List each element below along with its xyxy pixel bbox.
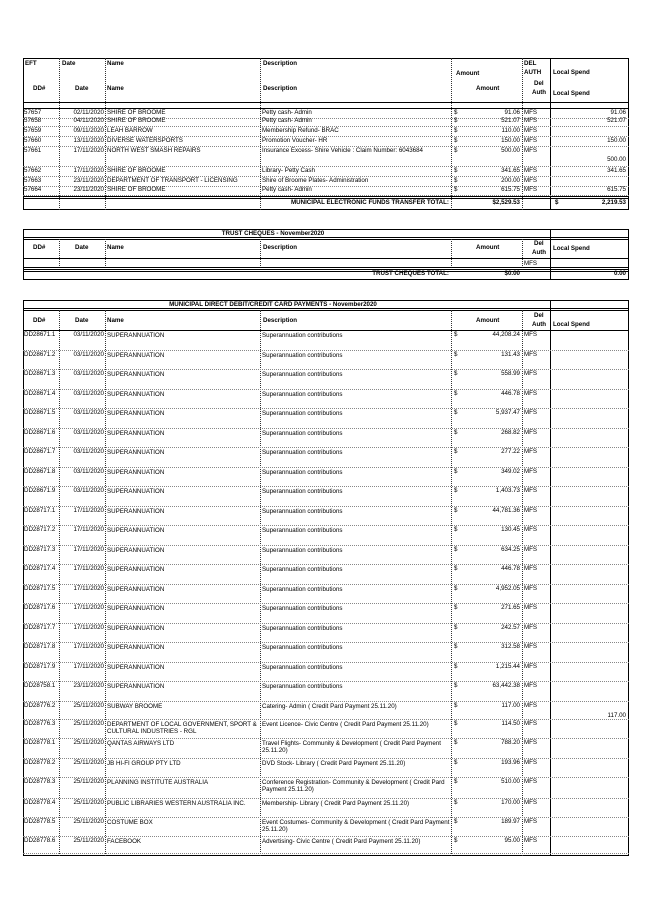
trust-col-local: Local Spend — [553, 245, 590, 252]
trust-total-label: TRUST CHEQUES TOTAL: — [372, 270, 449, 277]
eft-description: Petty cash- Admin — [262, 109, 312, 116]
eft-local-currency: $ — [555, 199, 559, 206]
direct-date: 03/11/2020 — [73, 467, 104, 475]
direct-description: Superannuation contributions — [262, 390, 343, 398]
direct-id: DD28778.1 — [24, 739, 56, 746]
eft-auth: MFS — [524, 109, 538, 116]
eft-total-amount: $2,529.53 — [492, 199, 520, 206]
eft-id: 57664 — [24, 186, 42, 193]
direct-currency: $ — [454, 526, 458, 533]
direct-description: DVD Stock- Library ( Credit Pard Payment 25.11.20) — [262, 760, 406, 767]
direct-currency: $ — [454, 702, 458, 709]
direct-amount: 193.96 — [501, 759, 520, 766]
eft-local-spend: 615.75 — [607, 186, 626, 193]
direct-currency: $ — [454, 448, 458, 455]
direct-currency: $ — [454, 331, 458, 338]
direct-id: DD28671.8 — [24, 467, 56, 475]
trust-total-amount: $0.00 — [504, 270, 520, 277]
direct-id: DD28717.6 — [24, 604, 56, 611]
eft-amount: 91.06 — [504, 109, 520, 116]
direct-description: Superannuation contributions — [262, 663, 343, 671]
direct-auth: MFS — [524, 370, 538, 377]
direct-id: DD28671.5 — [24, 409, 56, 416]
direct-description: Superannuation contributions — [262, 429, 343, 437]
direct-date: 03/11/2020 — [73, 389, 104, 397]
direct-auth: MFS — [524, 350, 538, 358]
direct-name: SUPERANNUATION — [107, 663, 165, 671]
direct-date: 17/11/2020 — [73, 623, 104, 631]
eft-name: DIVERSE WATERSPORTS — [107, 137, 183, 144]
direct-amount: 446.78 — [501, 389, 520, 397]
eft-currency: $ — [454, 147, 458, 154]
direct-amount: 131.43 — [501, 350, 520, 358]
direct-id: DD28717.4 — [24, 565, 56, 572]
eft-auth: MFS — [524, 167, 538, 174]
direct-description: Superannuation contributions — [262, 410, 343, 417]
eft-id: 57663 — [24, 177, 42, 184]
eft-description: Shire of Broome Plates- Administration — [262, 177, 369, 184]
direct-amount: 95.00 — [504, 837, 520, 844]
direct-amount: 1,215.44 — [495, 662, 520, 670]
direct-amount: 277.22 — [501, 448, 520, 455]
direct-currency: $ — [454, 409, 458, 416]
direct-currency: $ — [454, 623, 458, 631]
eft-sub-auth: Auth — [532, 89, 547, 96]
eft-amount: 110.00 — [501, 127, 520, 134]
direct-auth: MFS — [524, 662, 538, 670]
eft-description: Petty cash- Admin — [262, 117, 312, 124]
direct-amount: 558.99 — [501, 370, 520, 377]
eft-name: SHIRE OF BROOME — [107, 109, 166, 116]
direct-auth: MFS — [524, 720, 538, 727]
direct-col-date: Date — [75, 317, 89, 324]
eft-date: 23/11/2020 — [73, 186, 104, 193]
direct-auth: MFS — [524, 778, 538, 785]
direct-currency: $ — [454, 487, 458, 494]
direct-currency: $ — [454, 778, 458, 785]
trust-col-name: Name — [107, 244, 124, 251]
eft-date: 13/11/2020 — [73, 137, 104, 144]
direct-id: DD28671.1 — [24, 331, 56, 338]
direct-name: PUBLIC LIBRARIES WESTERN AUSTRALIA INC. — [107, 800, 246, 807]
eft-sub-description: Description — [263, 85, 298, 92]
eft-local-spend: 521.07 — [607, 117, 626, 124]
eft-currency: $ — [454, 117, 458, 124]
direct-currency: $ — [454, 370, 458, 377]
direct-date: 03/11/2020 — [73, 448, 104, 455]
direct-name: SUPERANNUATION — [107, 605, 165, 612]
direct-amount: 189.97 — [501, 818, 520, 825]
eft-col-amount: Amount — [456, 70, 480, 77]
direct-date: 25/11/2020 — [73, 818, 104, 825]
direct-currency: $ — [454, 565, 458, 572]
direct-name: COSTUME BOX — [107, 819, 153, 826]
eft-currency: $ — [454, 109, 458, 116]
eft-date: 17/11/2020 — [73, 167, 104, 174]
direct-date: 25/11/2020 — [73, 720, 104, 727]
direct-date: 25/11/2020 — [73, 837, 104, 844]
direct-auth: MFS — [524, 702, 538, 709]
eft-currency: $ — [454, 137, 458, 144]
direct-name: FACEBOOK — [107, 838, 142, 845]
direct-date: 03/11/2020 — [73, 331, 104, 338]
direct-amount: 349.02 — [501, 467, 520, 475]
direct-date: 25/11/2020 — [73, 759, 104, 766]
direct-auth: MFS — [524, 467, 538, 475]
direct-id: DD28778.6 — [24, 837, 56, 844]
trust-title: TRUST CHEQUES - November2020 — [221, 230, 325, 237]
direct-description: Superannuation contributions — [262, 683, 343, 690]
direct-name: SUPERANNUATION — [107, 644, 165, 651]
eft-auth: MFS — [524, 127, 538, 134]
direct-currency: $ — [454, 643, 458, 650]
direct-description: Superannuation contributions — [262, 332, 343, 339]
eft-local-spend: 150.00 — [607, 137, 626, 144]
direct-date: 17/11/2020 — [73, 604, 104, 611]
direct-description: Superannuation contributions — [262, 351, 343, 359]
direct-auth: MFS — [524, 506, 538, 514]
direct-description: Catering- Admin ( Credit Pard Payment 25.11.20) — [262, 703, 397, 710]
eft-date: 09/11/2020 — [73, 127, 104, 134]
eft-col-auth: AUTH — [524, 69, 542, 76]
direct-debit-table — [23, 300, 629, 856]
direct-date: 17/11/2020 — [73, 526, 104, 533]
direct-amount: 5,937.47 — [495, 409, 520, 416]
eft-col-description: Description — [263, 60, 298, 67]
direct-id: DD28717.3 — [24, 545, 56, 553]
direct-name: DEPARTMENT OF LOCAL GOVERNMENT, SPORT & CULTURAL INDUSTRIES - RGL — [107, 721, 257, 736]
direct-currency: $ — [454, 720, 458, 727]
direct-name: SUPERANNUATION — [107, 546, 165, 554]
direct-auth: MFS — [524, 526, 538, 533]
eft-date: 02/11/2020 — [73, 109, 104, 116]
eft-name: NORTH WEST SMASH REPAIRS — [107, 147, 201, 154]
eft-description: Petty cash- Admin — [262, 186, 312, 193]
eft-auth: MFS — [524, 117, 538, 124]
direct-description: Superannuation contributions — [262, 546, 343, 554]
direct-auth: MFS — [524, 818, 538, 825]
eft-id: 57661 — [24, 147, 42, 154]
direct-amount: 4,952.05 — [495, 584, 520, 592]
direct-name: SUPERANNUATION — [107, 429, 165, 437]
direct-description: Superannuation contributions — [262, 585, 343, 593]
direct-description: Superannuation contributions — [262, 566, 343, 573]
direct-local-spend: 117.00 — [607, 712, 626, 719]
direct-title: MUNICIPAL DIRECT DEBIT/CREDIT CARD PAYMENTS - November2020 — [169, 301, 377, 308]
direct-id: DD28776.2 — [24, 702, 56, 709]
direct-date: 03/11/2020 — [73, 487, 104, 494]
direct-name: SUPERANNUATION — [107, 624, 165, 632]
eft-description: Insurance Excess- Shire Vehicle : Claim Number: 6043684 — [262, 147, 423, 154]
direct-id: DD28778.5 — [24, 818, 56, 825]
direct-name: SUPERANNUATION — [107, 585, 165, 593]
direct-auth: MFS — [524, 428, 538, 436]
direct-name: SUPERANNUATION — [107, 449, 165, 456]
eft-sub-date: Date — [75, 85, 89, 92]
direct-col-auth: Auth — [532, 321, 547, 328]
direct-description: Membership- Library ( Credit Pard Payment 25.11.20) — [262, 800, 410, 807]
eft-currency: $ — [454, 177, 458, 184]
direct-date: 25/11/2020 — [73, 702, 104, 709]
eft-date: 17/11/2020 — [73, 147, 104, 154]
direct-amount: 634.25 — [501, 545, 520, 553]
direct-currency: $ — [454, 584, 458, 592]
direct-currency: $ — [454, 350, 458, 358]
direct-auth: MFS — [524, 623, 538, 631]
eft-local-total: 2,219.53 — [601, 199, 626, 206]
direct-amount: 1,403.73 — [495, 487, 520, 494]
direct-auth: MFS — [524, 331, 538, 338]
direct-description: Advertising- Civic Centre ( Credit Pard Payment 25.11.20) — [262, 838, 421, 845]
direct-amount: 271.65 — [501, 604, 520, 611]
direct-date: 03/11/2020 — [73, 428, 104, 436]
eft-col-local: Local Spend — [553, 69, 590, 76]
direct-id: DD28758.1 — [24, 682, 56, 689]
eft-local-spend: 500.00 — [607, 156, 626, 163]
direct-description: Superannuation contributions — [262, 488, 343, 495]
direct-name: SUBWAY BROOME — [107, 703, 163, 710]
direct-currency: $ — [454, 739, 458, 746]
trust-row-auth: MFS — [524, 260, 538, 267]
eft-name: SHIRE OF BROOME — [107, 167, 166, 174]
direct-col-amount: Amount — [476, 317, 500, 324]
direct-id: DD28717.5 — [24, 584, 56, 592]
eft-sub-del: Del — [534, 80, 544, 87]
direct-amount: 44,208.24 — [492, 331, 520, 338]
trust-col-date: Date — [75, 244, 89, 251]
eft-currency: $ — [454, 186, 458, 193]
eft-description: Membership Refund- BRAC — [262, 127, 339, 134]
direct-currency: $ — [454, 799, 458, 806]
direct-name: PLANNING INSTITUTE AUSTRALIA — [107, 779, 209, 786]
direct-col-del: Del — [534, 312, 544, 319]
direct-id: DD28776.3 — [24, 720, 56, 727]
direct-id: DD28778.3 — [24, 778, 56, 785]
direct-name: SUPERANNUATION — [107, 566, 165, 573]
direct-description: Superannuation contributions — [262, 507, 343, 515]
direct-amount: 312.58 — [501, 643, 520, 650]
direct-date: 17/11/2020 — [73, 545, 104, 553]
direct-amount: 446.78 — [501, 565, 520, 572]
eft-col-date: Date — [62, 60, 76, 67]
eft-local-spend: 91.06 — [610, 109, 626, 116]
eft-sub-amount: Amount — [476, 85, 500, 92]
direct-currency: $ — [454, 837, 458, 844]
eft-name: SHIRE OF BROOME — [107, 117, 166, 124]
direct-auth: MFS — [524, 682, 538, 689]
direct-currency: $ — [454, 467, 458, 475]
direct-id: DD28671.4 — [24, 389, 56, 397]
eft-auth: MFS — [524, 177, 538, 184]
direct-id: DD28778.2 — [24, 759, 56, 766]
eft-id: 57662 — [24, 167, 42, 174]
direct-amount: 130.45 — [501, 526, 520, 533]
direct-amount: 117.00 — [501, 702, 520, 709]
direct-id: DD28671.2 — [24, 350, 56, 358]
eft-id: 57660 — [24, 137, 42, 144]
direct-amount: 114.50 — [501, 720, 520, 727]
eft-auth: MFS — [524, 186, 538, 193]
eft-col-eft: EFT — [25, 60, 37, 67]
direct-date: 17/11/2020 — [73, 662, 104, 670]
direct-date: 03/11/2020 — [73, 370, 104, 377]
direct-amount: 788.20 — [501, 739, 520, 746]
eft-sub-dd: DD# — [33, 85, 46, 92]
direct-auth: MFS — [524, 799, 538, 806]
direct-amount: 510.00 — [501, 778, 520, 785]
direct-description: Event Costumes- Community & Development ( Credit Pard Payment 25.11.20) — [262, 819, 450, 834]
direct-date: 03/11/2020 — [73, 350, 104, 358]
eft-row — [23, 147, 629, 163]
direct-col-name: Name — [107, 317, 124, 324]
direct-currency: $ — [454, 506, 458, 514]
direct-auth: MFS — [524, 389, 538, 397]
eft-amount: 200.00 — [501, 177, 520, 184]
eft-total-label: MUNICIPAL ELECTRONIC FUNDS TRANSFER TOTAL: — [290, 199, 449, 206]
eft-currency: $ — [454, 127, 458, 134]
eft-date: 04/11/2020 — [73, 117, 104, 124]
direct-auth: MFS — [524, 409, 538, 416]
direct-date: 17/11/2020 — [73, 584, 104, 592]
direct-description: Superannuation contributions — [262, 371, 343, 378]
direct-description: Superannuation contributions — [262, 624, 343, 632]
direct-auth: MFS — [524, 565, 538, 572]
direct-name: QANTAS AIRWAYS LTD — [107, 740, 175, 747]
direct-auth: MFS — [524, 487, 538, 494]
eft-sub-name: Name — [107, 85, 124, 92]
direct-currency: $ — [454, 428, 458, 436]
direct-id: DD28717.7 — [24, 623, 56, 631]
eft-local-spend: 341.65 — [607, 167, 626, 174]
direct-name: SUPERANNUATION — [107, 371, 165, 378]
trust-col-dd: DD# — [33, 244, 46, 251]
direct-amount: 44,781.36 — [492, 506, 520, 514]
eft-auth: MFS — [524, 147, 538, 154]
direct-name: SUPERANNUATION — [107, 390, 165, 398]
direct-id: DD28778.4 — [24, 799, 56, 806]
eft-currency: $ — [454, 167, 458, 174]
direct-auth: MFS — [524, 604, 538, 611]
eft-id: 57659 — [24, 127, 42, 134]
eft-table — [23, 58, 629, 210]
direct-col-local: Local Spend — [553, 321, 590, 328]
eft-id: 57658 — [24, 117, 42, 124]
eft-date: 23/11/2020 — [73, 177, 104, 184]
trust-table — [23, 229, 629, 280]
direct-description: Event Licence- Civic Centre ( Credit Pard Payment 25.11.20) — [262, 721, 429, 728]
direct-auth: MFS — [524, 759, 538, 766]
direct-auth: MFS — [524, 643, 538, 650]
direct-description: Superannuation contributions — [262, 449, 343, 456]
direct-currency: $ — [454, 389, 458, 397]
eft-description: Promotion Voucher- HR — [262, 137, 328, 144]
direct-auth: MFS — [524, 545, 538, 553]
direct-name: JB HI-FI GROUP PTY LTD — [107, 760, 181, 767]
direct-auth: MFS — [524, 837, 538, 844]
direct-currency: $ — [454, 682, 458, 689]
eft-amount: 521.07 — [501, 117, 520, 124]
direct-auth: MFS — [524, 739, 538, 746]
direct-description: Travel Flights- Community & Development ( Credit Pard Payment 25.11.20) — [262, 740, 441, 755]
direct-date: 17/11/2020 — [73, 506, 104, 514]
direct-id: DD28671.6 — [24, 428, 56, 436]
eft-sub-local: Local Spend — [553, 90, 590, 97]
direct-date: 25/11/2020 — [73, 739, 104, 746]
direct-name: SUPERANNUATION — [107, 488, 165, 495]
direct-date: 03/11/2020 — [73, 409, 104, 416]
direct-description: Superannuation contributions — [262, 644, 343, 651]
direct-name: SUPERANNUATION — [107, 468, 165, 476]
direct-name: SUPERANNUATION — [107, 351, 165, 359]
eft-description: Library- Petty Cash — [262, 167, 315, 174]
direct-date: 23/11/2020 — [73, 682, 104, 689]
direct-currency: $ — [454, 818, 458, 825]
direct-auth: MFS — [524, 584, 538, 592]
trust-col-auth: Auth — [532, 249, 547, 256]
direct-description: Superannuation contributions — [262, 468, 343, 476]
eft-amount: 150.00 — [501, 137, 520, 144]
direct-auth: MFS — [524, 448, 538, 455]
eft-col-name: Name — [107, 60, 124, 67]
direct-id: DD28717.2 — [24, 526, 56, 533]
direct-amount: 63,442.38 — [492, 682, 520, 689]
direct-amount: 242.57 — [501, 623, 520, 631]
direct-currency: $ — [454, 545, 458, 553]
direct-description: Superannuation contributions — [262, 527, 343, 534]
eft-id: 57657 — [24, 109, 42, 116]
direct-currency: $ — [454, 759, 458, 766]
eft-amount: 615.75 — [501, 186, 520, 193]
direct-name: SUPERANNUATION — [107, 410, 165, 417]
direct-name: SUPERANNUATION — [107, 332, 165, 339]
direct-amount: 170.00 — [501, 799, 520, 806]
direct-id: DD28671.9 — [24, 487, 56, 494]
eft-amount: 341.65 — [501, 167, 520, 174]
direct-name: SUPERANNUATION — [107, 683, 165, 690]
direct-col-dd: DD# — [33, 317, 46, 324]
eft-name: LEAH BARROW — [107, 127, 153, 134]
direct-date: 25/11/2020 — [73, 799, 104, 806]
eft-name: SHIRE OF BROOME — [107, 186, 166, 193]
direct-name: SUPERANNUATION — [107, 507, 165, 515]
trust-col-amount: Amount — [476, 244, 500, 251]
direct-description: Conference Registration- Community & Development ( Credit Pard Payment 25.11.20) — [262, 779, 445, 794]
direct-id: DD28717.1 — [24, 506, 56, 514]
direct-date: 25/11/2020 — [73, 778, 104, 785]
direct-col-description: Description — [263, 317, 298, 324]
direct-id: DD28717.8 — [24, 643, 56, 650]
trust-col-del: Del — [534, 240, 544, 247]
direct-amount: 268.82 — [501, 428, 520, 436]
eft-auth: MFS — [524, 137, 538, 144]
eft-amount: 500.00 — [501, 147, 520, 154]
direct-name: SUPERANNUATION — [107, 527, 165, 534]
eft-name: DEPARTMENT OF TRANSPORT - LICENSING — [107, 177, 238, 184]
direct-date: 17/11/2020 — [73, 643, 104, 650]
eft-col-del: DEL — [524, 60, 537, 67]
direct-description: Superannuation contributions — [262, 605, 343, 612]
direct-id: DD28671.3 — [24, 370, 56, 377]
direct-date: 17/11/2020 — [73, 565, 104, 572]
trust-col-description: Description — [263, 244, 298, 251]
direct-id: DD28671.7 — [24, 448, 56, 455]
direct-currency: $ — [454, 662, 458, 670]
direct-id: DD28717.9 — [24, 662, 56, 670]
trust-local-total: 0.00 — [613, 270, 626, 277]
direct-currency: $ — [454, 604, 458, 611]
